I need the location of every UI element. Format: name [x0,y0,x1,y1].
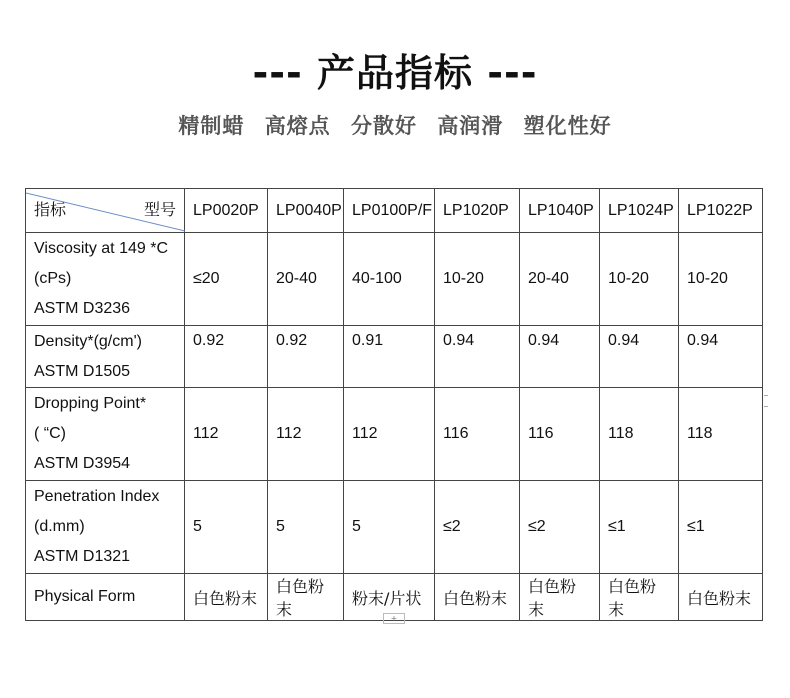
value-cell: 0.94 [600,326,679,388]
value-cell: 0.94 [435,326,520,388]
feature-high-lubricity: 高润滑 [437,114,504,138]
value-cell: 0.91 [344,326,435,388]
value-cell: 白色粉末 [268,574,344,621]
value-cell: 112 [268,388,344,481]
value-cell: ≤1 [600,481,679,574]
feature-refined-wax: 精制蜡 [178,114,245,138]
feature-tagline [0,110,790,140]
spec-table [25,188,763,621]
row-label-line: Dropping Point* [34,395,147,412]
row-label-line: Viscosity at 149 *C [34,240,168,257]
feature-good-plasticizing: 塑化性好 [523,114,612,138]
value-cell: ≤1 [679,481,763,574]
corner-cell [26,189,185,233]
value-cell: 20-40 [520,233,600,326]
value-cell: 白色粉末 [520,574,600,621]
value-cell: 118 [679,388,763,481]
density-row [26,326,763,388]
value-cell: 白色粉末 [600,574,679,621]
value-cell: 5 [268,481,344,574]
model-header: LP1040P [520,189,600,233]
row-label-line: Penetration Index [34,488,160,505]
value-cell: 10-20 [600,233,679,326]
model-header: LP1024P [600,189,679,233]
value-cell: 5 [185,481,268,574]
row-label [26,388,185,481]
row-label-line: ASTM D1321 [34,548,131,565]
value-cell: 10-20 [435,233,520,326]
row-label [26,481,185,574]
row-label-line: ( “C) [34,425,66,442]
model-header: LP0020P [185,189,268,233]
feature-high-melting-point: 高熔点 [264,114,331,138]
feature-good-dispersion: 分散好 [351,114,417,138]
dropping-point-row [26,388,763,481]
row-label-line: ASTM D3954 [34,455,131,472]
value-cell: 0.94 [520,326,600,388]
viscosity-row [26,233,763,326]
model-header: LP0100P/F [344,189,435,233]
value-cell: 0.94 [679,326,763,388]
penetration-row [26,481,763,574]
value-cell: 112 [185,388,268,481]
value-cell: 白色粉末 [185,574,268,621]
row-label [26,574,185,621]
value-cell: 白色粉末 [435,574,520,621]
row-label [26,326,185,388]
row-label-line: ASTM D1505 [34,362,131,380]
value-cell: ≤2 [435,481,520,574]
row-label-line: Density*(g/cm') [34,332,142,350]
row-label [26,233,185,326]
value-cell: 116 [520,388,600,481]
row-label-line: (cPs) [34,270,72,287]
value-cell: 40-100 [344,233,435,326]
row-label-line: Physical Form [34,588,136,605]
value-cell: 0.92 [185,326,268,388]
model-header: LP1022P [679,189,763,233]
value-cell: 20-40 [268,233,344,326]
value-cell: 10-20 [679,233,763,326]
table-add-row-button[interactable]: + [383,613,405,624]
header-row [26,189,763,233]
value-cell: 5 [344,481,435,574]
value-cell: 粉末/片状 [344,574,435,621]
corner-label-indicator: 指标 [34,202,67,219]
value-cell: 白色粉末 [679,574,763,621]
value-cell: 116 [435,388,520,481]
corner-label-model: 型号 [143,202,176,219]
row-label-line: (d.mm) [34,518,85,535]
value-cell: ≤2 [520,481,600,574]
model-header: LP0040P [268,189,344,233]
row-label-line: ASTM D3236 [34,300,131,317]
value-cell: 0.92 [268,326,344,388]
value-cell: 118 [600,388,679,481]
table-resize-handle[interactable] [764,395,768,407]
model-header: LP1020P [435,189,520,233]
page-title: --- 产品指标 --- [252,51,538,95]
value-cell: ≤20 [185,233,268,326]
value-cell: 112 [344,388,435,481]
